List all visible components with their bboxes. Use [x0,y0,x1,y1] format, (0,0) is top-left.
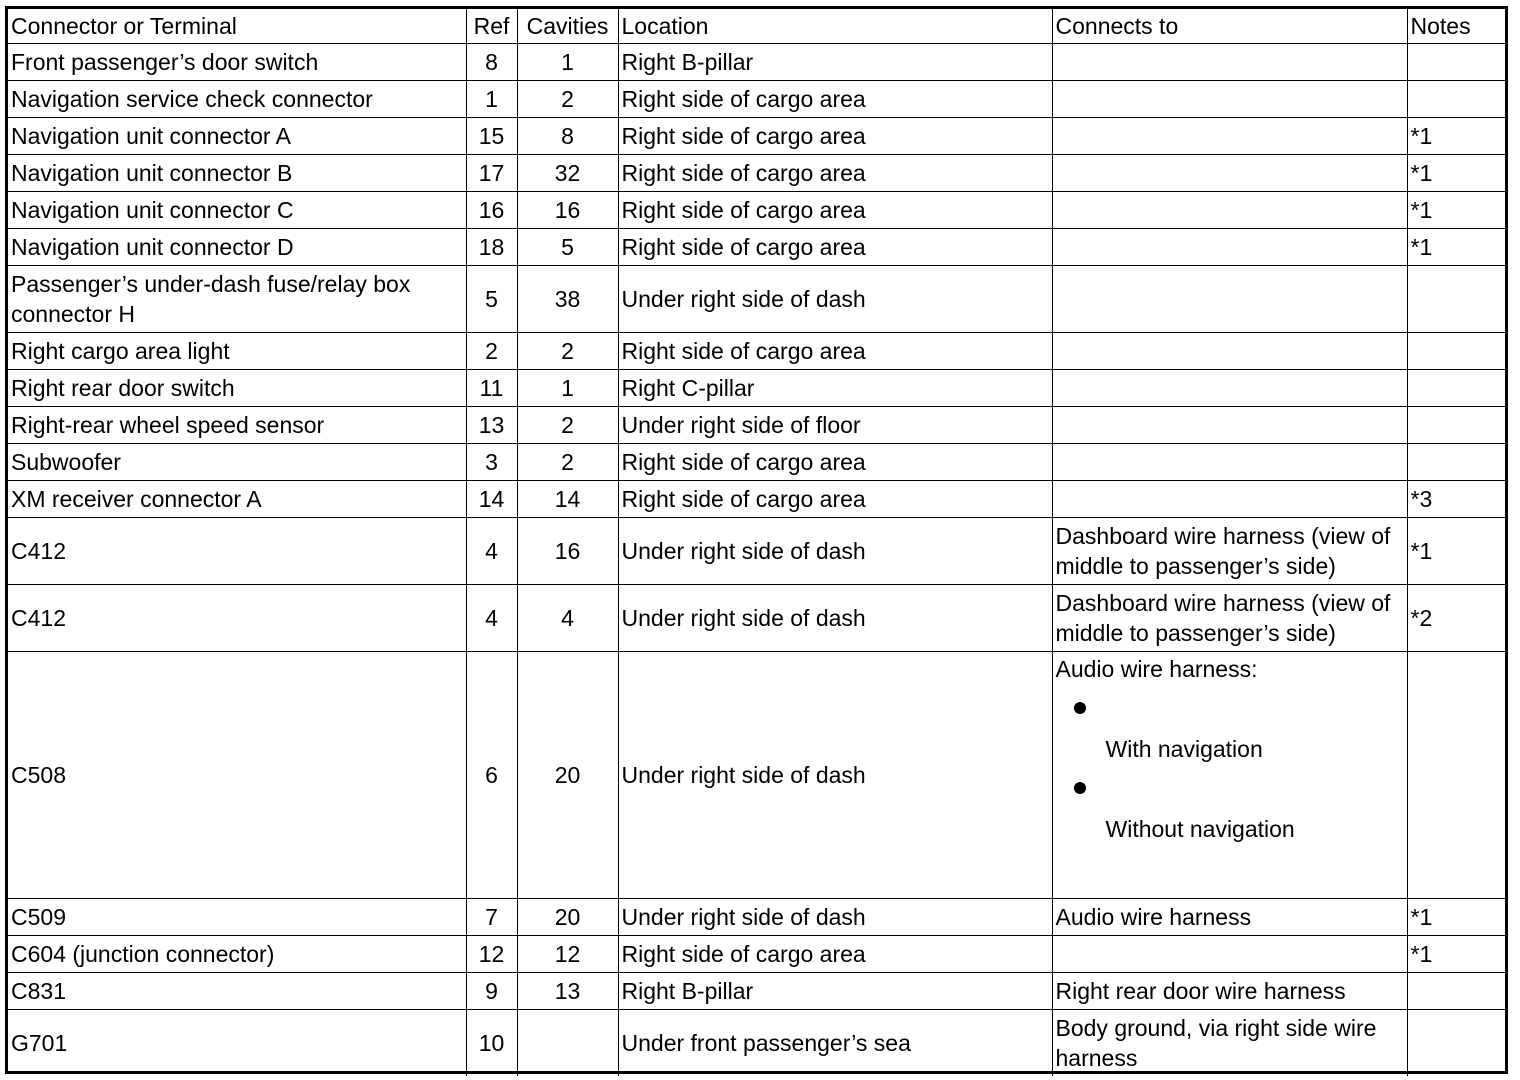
cell-ref: 12 [466,935,517,972]
table-row [8,191,1505,228]
cell-cavities: 1 [517,43,618,80]
cell-location: Right side of cargo area [618,332,1052,369]
cell-ref: 11 [466,369,517,406]
cell-connects-to [1052,191,1407,228]
cell-location: Under front passenger’s sea [618,1009,1052,1076]
header-ref: Ref [466,9,517,43]
table-row [8,972,1505,1009]
cell-notes: *1 [1407,935,1505,972]
table-row [8,651,1505,898]
cell-connector: G701 [8,1009,466,1076]
table-row [8,935,1505,972]
cell-notes [1407,80,1505,117]
cell-connector: C509 [8,898,466,935]
cell-notes: *1 [1407,898,1505,935]
table-row [8,584,1505,651]
cell-notes [1407,443,1505,480]
cell-location: Right side of cargo area [618,154,1052,191]
cell-notes: *1 [1407,191,1505,228]
cell-cavities: 12 [517,935,618,972]
cell-connects-to [1052,651,1407,898]
cell-location: Under right side of dash [618,898,1052,935]
cell-connects-to [1052,80,1407,117]
cell-connector: Front passenger’s door switch [8,43,466,80]
cell-location: Right side of cargo area [618,228,1052,265]
cell-cavities: 5 [517,228,618,265]
cell-notes: *1 [1407,228,1505,265]
cell-notes: *1 [1407,154,1505,191]
cell-ref: 13 [466,406,517,443]
cell-cavities: 14 [517,480,618,517]
cell-notes [1407,332,1505,369]
cell-connector: Right rear door switch [8,369,466,406]
table-body [8,43,1505,1076]
table-row [8,898,1505,935]
cell-cavities [517,1009,618,1076]
table-row [8,406,1505,443]
header-row [8,9,1505,43]
cell-location: Right side of cargo area [618,117,1052,154]
cell-ref: 10 [466,1009,517,1076]
cell-notes: *3 [1407,480,1505,517]
cell-cavities: 16 [517,191,618,228]
table-row [8,117,1505,154]
cell-cavities: 16 [517,517,618,584]
cell-connects-to: Audio wire harness [1052,898,1407,935]
cell-ref: 9 [466,972,517,1009]
cell-connects-to [1052,228,1407,265]
cell-location: Right C-pillar [618,369,1052,406]
cell-notes [1407,406,1505,443]
cell-location: Right side of cargo area [618,191,1052,228]
cell-notes [1407,265,1505,332]
table-row [8,517,1505,584]
cell-connects-to [1052,265,1407,332]
cell-cavities: 2 [517,406,618,443]
bullet-icon [1074,702,1086,714]
cell-connector: Navigation unit connector B [8,154,466,191]
cell-ref: 7 [466,898,517,935]
cell-ref: 4 [466,584,517,651]
cell-connects-to [1052,369,1407,406]
header-connects-to: Connects to [1052,9,1407,43]
cell-connects-to [1052,43,1407,80]
table-row [8,228,1505,265]
cell-ref: 5 [466,265,517,332]
bullet-item: Without navigation [1105,815,1295,842]
cell-notes [1407,369,1505,406]
cell-connects-to [1052,443,1407,480]
cell-cavities: 2 [517,332,618,369]
cell-ref: 1 [466,80,517,117]
cell-ref: 4 [466,517,517,584]
cell-connector: C831 [8,972,466,1009]
cell-notes: *1 [1407,117,1505,154]
cell-connects-to [1052,154,1407,191]
bullet-icon [1074,782,1086,794]
cell-ref: 3 [466,443,517,480]
cell-ref: 2 [466,332,517,369]
cell-location: Under right side of dash [618,651,1052,898]
cell-connects-to [1052,117,1407,154]
cell-location: Under right side of dash [618,584,1052,651]
table-row [8,332,1505,369]
cell-notes: *2 [1407,584,1505,651]
cell-cavities: 2 [517,443,618,480]
cell-notes [1407,651,1505,898]
header-notes: Notes [1407,9,1505,43]
cell-cavities: 8 [517,117,618,154]
cell-connector: Right-rear wheel speed sensor [8,406,466,443]
cell-connector: C604 (junction connector) [8,935,466,972]
cell-connector: C412 [8,517,466,584]
cell-location: Right side of cargo area [618,80,1052,117]
cell-connector: C508 [8,651,466,898]
header-connector: Connector or Terminal [8,9,466,43]
cell-cavities: 1 [517,369,618,406]
cell-notes: *1 [1407,517,1505,584]
cell-connector: Subwoofer [8,443,466,480]
cell-ref: 16 [466,191,517,228]
cell-location: Right B-pillar [618,43,1052,80]
table-row [8,154,1505,191]
cell-connector: Right cargo area light [8,332,466,369]
cell-ref: 17 [466,154,517,191]
cell-location: Right side of cargo area [618,480,1052,517]
cell-location: Under right side of floor [618,406,1052,443]
cell-notes [1407,972,1505,1009]
header-cavities: Cavities [517,9,618,43]
cell-ref: 8 [466,43,517,80]
cell-notes [1407,43,1505,80]
connects-to-title: Audio wire harness: [1055,655,1258,682]
cell-cavities: 32 [517,154,618,191]
table-row [8,265,1505,332]
cell-location: Right B-pillar [618,972,1052,1009]
table-row [8,369,1505,406]
cell-location: Right side of cargo area [618,935,1052,972]
cell-notes [1407,1009,1505,1076]
cell-connects-to [1052,480,1407,517]
table-row [8,43,1505,80]
cell-ref: 18 [466,228,517,265]
cell-connects-to: Body ground, via right side wire harness [1052,1009,1407,1076]
cell-location: Right side of cargo area [618,443,1052,480]
cell-ref: 15 [466,117,517,154]
header-location: Location [618,9,1052,43]
cell-cavities: 13 [517,972,618,1009]
cell-ref: 14 [466,480,517,517]
cell-connects-to [1052,332,1407,369]
cell-connector: Passenger’s under-dash fuse/relay box connector H [8,265,466,332]
cell-cavities: 4 [517,584,618,651]
cell-connector: Navigation service check connector [8,80,466,117]
table-row [8,1009,1505,1076]
cell-connects-to: Dashboard wire harness (view of middle to passenger’s side) [1052,517,1407,584]
table-row [8,80,1505,117]
cell-connector: C412 [8,584,466,651]
table-row [8,443,1505,480]
cell-location: Under right side of dash [618,517,1052,584]
cell-connects-to: Right rear door wire harness [1052,972,1407,1009]
cell-connects-to [1052,935,1407,972]
connector-table [8,9,1505,1076]
cell-cavities: 2 [517,80,618,117]
cell-connects-to [1052,406,1407,443]
cell-location: Under right side of dash [618,265,1052,332]
bullet-item: With navigation [1105,735,1263,762]
cell-connector: Navigation unit connector A [8,117,466,154]
cell-cavities: 38 [517,265,618,332]
connector-table-frame [5,6,1508,1074]
cell-connects-to: Dashboard wire harness (view of middle to passenger’s side) [1052,584,1407,651]
cell-connector: Navigation unit connector D [8,228,466,265]
cell-connector: Navigation unit connector C [8,191,466,228]
cell-ref: 6 [466,651,517,898]
cell-connector: XM receiver connector A [8,480,466,517]
cell-cavities: 20 [517,898,618,935]
table-row [8,480,1505,517]
cell-cavities: 20 [517,651,618,898]
